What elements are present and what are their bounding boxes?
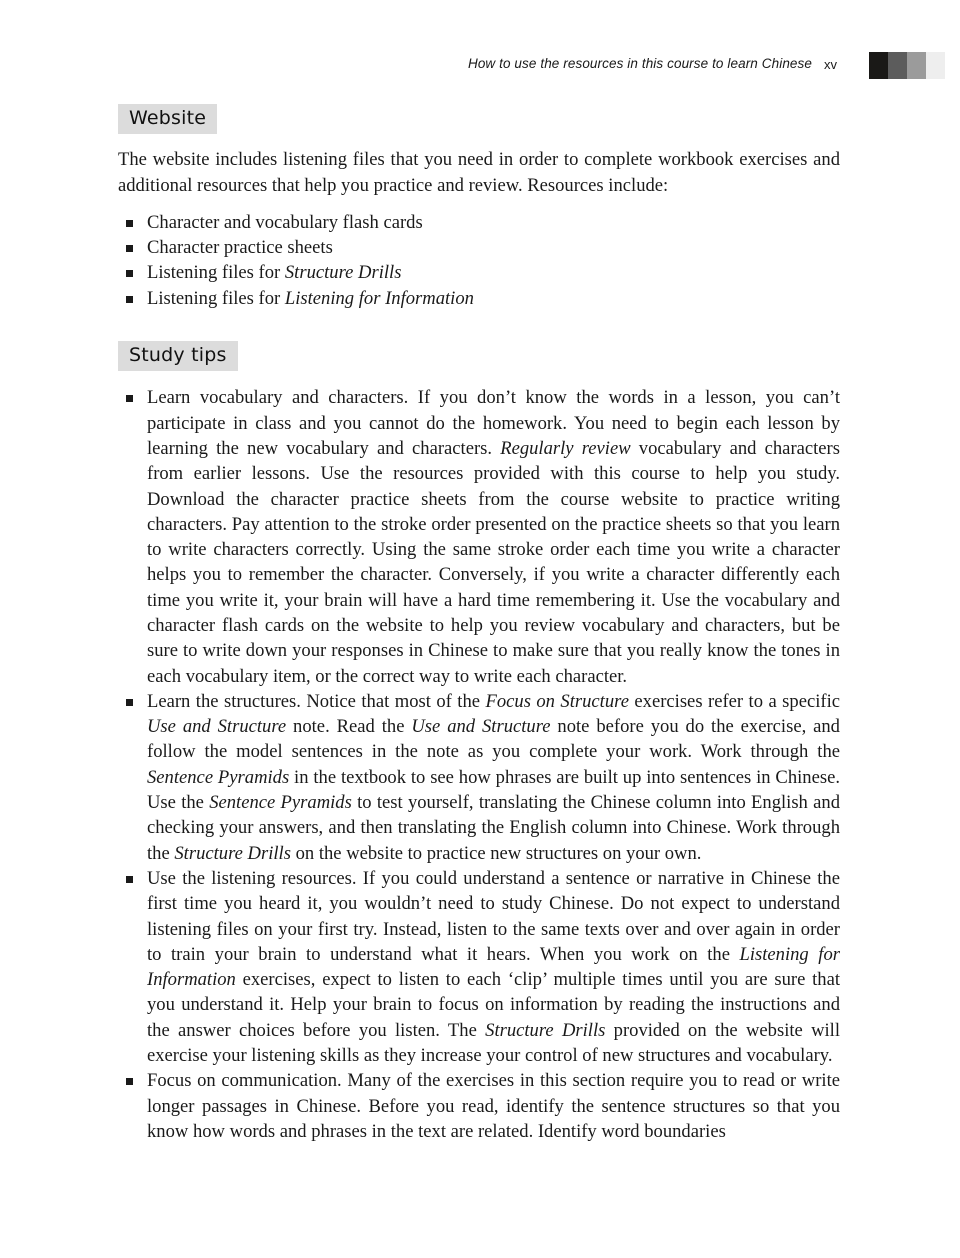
text-run: Use the listening resources. If you could understand a sentence or narrative in Chinese the first time you heard it, you wouldn’t need to study Chinese. Do not expect to understand listening files on your first try. Instead, listen to the same texts over and over again in order to train your brain to understand what it hears. When you work on the (147, 867, 840, 965)
italic-term: Structure Drills (485, 1019, 606, 1041)
section-website (118, 104, 840, 134)
header-color-blocks (869, 52, 945, 79)
text-run: Listening files for (147, 262, 285, 284)
text-run: on the website to practice new structures on your own. (290, 842, 702, 864)
italic-term: Focus on Structure (485, 690, 629, 712)
text-run: in the textbook to see how phrases are built up into sentences in Chinese. Use the (147, 766, 840, 814)
page-number: xv (824, 57, 837, 72)
text-run: Character and vocabulary flash cards (147, 211, 423, 233)
section-heading-study-tips: Study tips (118, 341, 238, 371)
study-tips-list (118, 385, 840, 1144)
list-item (118, 866, 840, 1068)
header-block-2 (888, 52, 907, 79)
list-item (118, 385, 840, 689)
header-block-4 (926, 52, 945, 79)
header-block-3 (907, 52, 926, 79)
text-run: note before you do the exercise, and follow the model sentences in the note as you complete your work. Work through the (147, 716, 840, 763)
italic-term: Listening for Information (147, 943, 840, 991)
text-run: Character practice sheets (147, 237, 333, 259)
section-spacer (118, 311, 840, 341)
list-item (118, 689, 840, 866)
text-run: exercises, expect to listen to each ‘clip’ multiple times until you are sure that you understand it. Help your brain to focus on information by reading the instructions and the answer choices before you listen. The (147, 969, 840, 1041)
italic-term: Sentence Pyramids (147, 766, 290, 788)
list-item (118, 235, 840, 260)
italic-term: Listening for Information (284, 287, 474, 309)
text-run: note. Read the (286, 716, 412, 738)
list-item (118, 1068, 840, 1144)
running-header-title: How to use the resources in this course to learn Chinese (467, 56, 812, 71)
section-study-tips (118, 341, 840, 371)
text-run: Listening files for (147, 287, 285, 309)
italic-term: Structure Drills (284, 262, 402, 284)
text-run: provided on the website will exercise your listening skills as they increase your control of new structures and vocabulary. (147, 1019, 841, 1067)
section-heading-website: Website (118, 104, 217, 134)
running-header (0, 52, 960, 84)
list-item (118, 286, 840, 311)
text-run: vocabulary and characters from earlier lessons. Use the resources provided with this course to help you study. Download the character practice sheets from the course website to practice writing characters. Pay attention to the stroke order presented on the practice sheets so that you learn to write characters correctly. Using the same stroke order each time you write a character helps you to remember the character. Conversely, if you write a character differently each time you write it, your brain will have a hard time remembering it. Use the vocabulary and character flash cards on the website to help you review vocabulary and characters, but be sure to write down your responses in Chinese to make sure that you really know the tones in each vocabulary item, or the correct way to write each character. (147, 437, 840, 687)
italic-term: Sentence Pyramids (209, 792, 352, 814)
website-intro-paragraph: The website includes listening files that you need in order to complete workbook exercises and additional resources that help you practice and review. Resources include: (118, 149, 840, 196)
header-block-1 (869, 52, 888, 79)
list-item (118, 210, 840, 235)
text-run: Learn vocabulary and characters. If you don’t know the words in a lesson, you can’t participate in class and you cannot do the homework. You need to begin each lesson by learning the new vocabulary and characters. (147, 387, 840, 459)
page-content (118, 104, 840, 1144)
italic-term: Structure Drills (174, 842, 291, 864)
italic-term: Regularly review (500, 437, 631, 459)
text-run: Learn the structures. Notice that most of the (147, 690, 486, 712)
italic-term: Use and Structure (411, 716, 551, 738)
text-run: Focus on communication. Many of the exercises in this section require you to read or write longer passages in Chinese. Before you read, identify the sentence structures so that you know how words and phrases in the text are related. Identify word boundaries (147, 1070, 840, 1142)
text-run: exercises refer to a specific (628, 690, 840, 712)
italic-term: Use and Structure (147, 716, 287, 738)
list-item (118, 260, 840, 285)
text-run: to test yourself, translating the Chinese column into English and checking your answers, and then translating the English column into Chinese. Work through the (147, 792, 840, 864)
website-resource-list (118, 210, 840, 311)
